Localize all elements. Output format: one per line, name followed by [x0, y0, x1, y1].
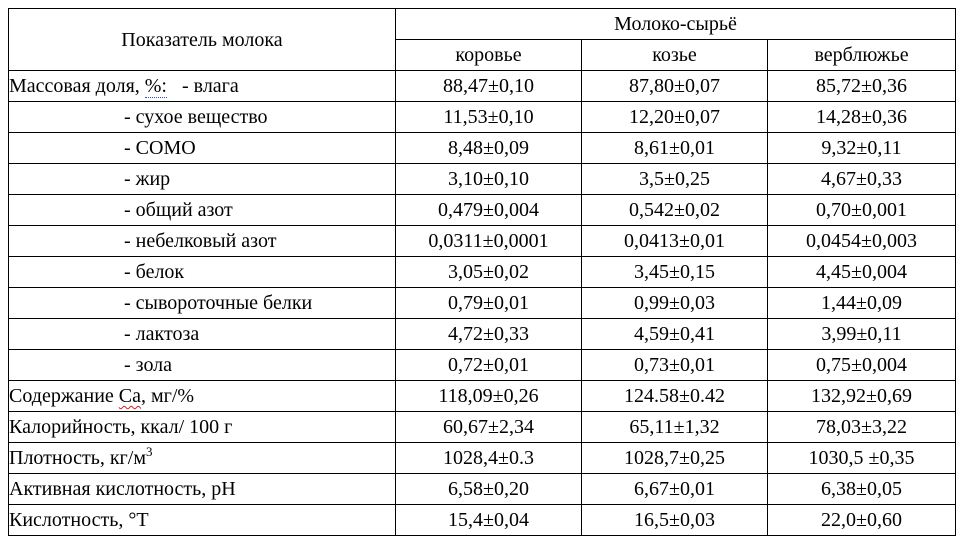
- table-row: [9, 505, 956, 536]
- row-label-lactose: - лактоза: [9, 319, 396, 350]
- value-goat: 4,59±0,41: [582, 319, 768, 350]
- column-header-goat: козье: [582, 40, 768, 71]
- value-goat: 0,542±0,02: [582, 195, 768, 226]
- value-goat: 3,45±0,15: [582, 257, 768, 288]
- value-cow: 0,72±0,01: [396, 350, 582, 381]
- row-label-moisture: [9, 71, 396, 102]
- value-cow: 60,67±2,34: [396, 412, 582, 443]
- percent-unit: %:: [144, 75, 167, 97]
- milk-composition-table: [8, 8, 956, 536]
- value-camel: 0,70±0,001: [768, 195, 956, 226]
- row-label-active-acidity: Активная кислотность, рН: [9, 474, 396, 505]
- value-goat: 6,67±0,01: [582, 474, 768, 505]
- row-label-total-nitrogen: - общий азот: [9, 195, 396, 226]
- row-label-acidity: Кислотность, °Т: [9, 505, 396, 536]
- table-row: [9, 195, 956, 226]
- table-row: [9, 257, 956, 288]
- value-cow: 4,72±0,33: [396, 319, 582, 350]
- row-label-density: [9, 443, 396, 474]
- row-label-non-protein-nitrogen: - небелковый азот: [9, 226, 396, 257]
- value-camel: 1030,5 ±0,35: [768, 443, 956, 474]
- value-cow: 1028,4±0.3: [396, 443, 582, 474]
- value-cow: 3,10±0,10: [396, 164, 582, 195]
- table-row: [9, 133, 956, 164]
- value-goat: 65,11±1,32: [582, 412, 768, 443]
- table-row: [9, 443, 956, 474]
- row-label-calcium: [9, 381, 396, 412]
- row-label-whey-proteins: - сывороточные белки: [9, 288, 396, 319]
- value-cow: 15,4±0,04: [396, 505, 582, 536]
- value-cow: 0,79±0,01: [396, 288, 582, 319]
- row-label-calories: Калорийность, ккал/ 100 г: [9, 412, 396, 443]
- value-camel: 6,38±0,05: [768, 474, 956, 505]
- table-row: [9, 474, 956, 505]
- table-row: [9, 71, 956, 102]
- header-row-1: [9, 9, 956, 40]
- value-camel: 0,0454±0,003: [768, 226, 956, 257]
- table-row: [9, 288, 956, 319]
- value-camel: 4,67±0,33: [768, 164, 956, 195]
- table-row: [9, 102, 956, 133]
- value-goat: 124.58±0.42: [582, 381, 768, 412]
- value-goat: 3,5±0,25: [582, 164, 768, 195]
- label-suffix: - влага: [166, 75, 239, 97]
- value-camel: 132,92±0,69: [768, 381, 956, 412]
- value-camel: 85,72±0,36: [768, 71, 956, 102]
- table-row: [9, 350, 956, 381]
- calcium-symbol: Са: [118, 385, 142, 407]
- value-goat: 16,5±0,03: [582, 505, 768, 536]
- value-cow: 11,53±0,10: [396, 102, 582, 133]
- table-row: [9, 164, 956, 195]
- column-header-cow: коровье: [396, 40, 582, 71]
- label-prefix: Массовая доля,: [9, 75, 145, 97]
- value-cow: 118,09±0,26: [396, 381, 582, 412]
- table-row: [9, 381, 956, 412]
- label-prefix: Плотность, кг/м: [9, 447, 146, 469]
- superscript-3: 3: [145, 444, 153, 459]
- value-goat: 0,99±0,03: [582, 288, 768, 319]
- value-cow: 3,05±0,02: [396, 257, 582, 288]
- column-header-camel: верблюжье: [768, 40, 956, 71]
- value-camel: 14,28±0,36: [768, 102, 956, 133]
- value-goat: 87,80±0,07: [582, 71, 768, 102]
- value-camel: 78,03±3,22: [768, 412, 956, 443]
- milk-group-header: Молоко-сырьё: [396, 9, 956, 40]
- value-cow: 8,48±0,09: [396, 133, 582, 164]
- value-goat: 0,73±0,01: [582, 350, 768, 381]
- value-camel: 3,99±0,11: [768, 319, 956, 350]
- value-cow: 6,58±0,20: [396, 474, 582, 505]
- row-label-fat: - жир: [9, 164, 396, 195]
- row-label-somo: - СОМО: [9, 133, 396, 164]
- value-goat: 0,0413±0,01: [582, 226, 768, 257]
- table-row: [9, 412, 956, 443]
- value-camel: 9,32±0,11: [768, 133, 956, 164]
- value-goat: 12,20±0,07: [582, 102, 768, 133]
- label-suffix: , мг/%: [141, 385, 195, 407]
- label-prefix: Содержание: [9, 385, 119, 407]
- value-cow: 0,0311±0,0001: [396, 226, 582, 257]
- row-label-ash: - зола: [9, 350, 396, 381]
- value-goat: 8,61±0,01: [582, 133, 768, 164]
- parameter-column-header: Показатель молока: [9, 9, 396, 71]
- table-row: [9, 319, 956, 350]
- row-label-dry-matter: - сухое вещество: [9, 102, 396, 133]
- value-camel: 0,75±0,004: [768, 350, 956, 381]
- value-camel: 1,44±0,09: [768, 288, 956, 319]
- value-cow: 88,47±0,10: [396, 71, 582, 102]
- value-cow: 0,479±0,004: [396, 195, 582, 226]
- value-goat: 1028,7±0,25: [582, 443, 768, 474]
- table-row: [9, 226, 956, 257]
- value-camel: 22,0±0,60: [768, 505, 956, 536]
- value-camel: 4,45±0,004: [768, 257, 956, 288]
- row-label-protein: - белок: [9, 257, 396, 288]
